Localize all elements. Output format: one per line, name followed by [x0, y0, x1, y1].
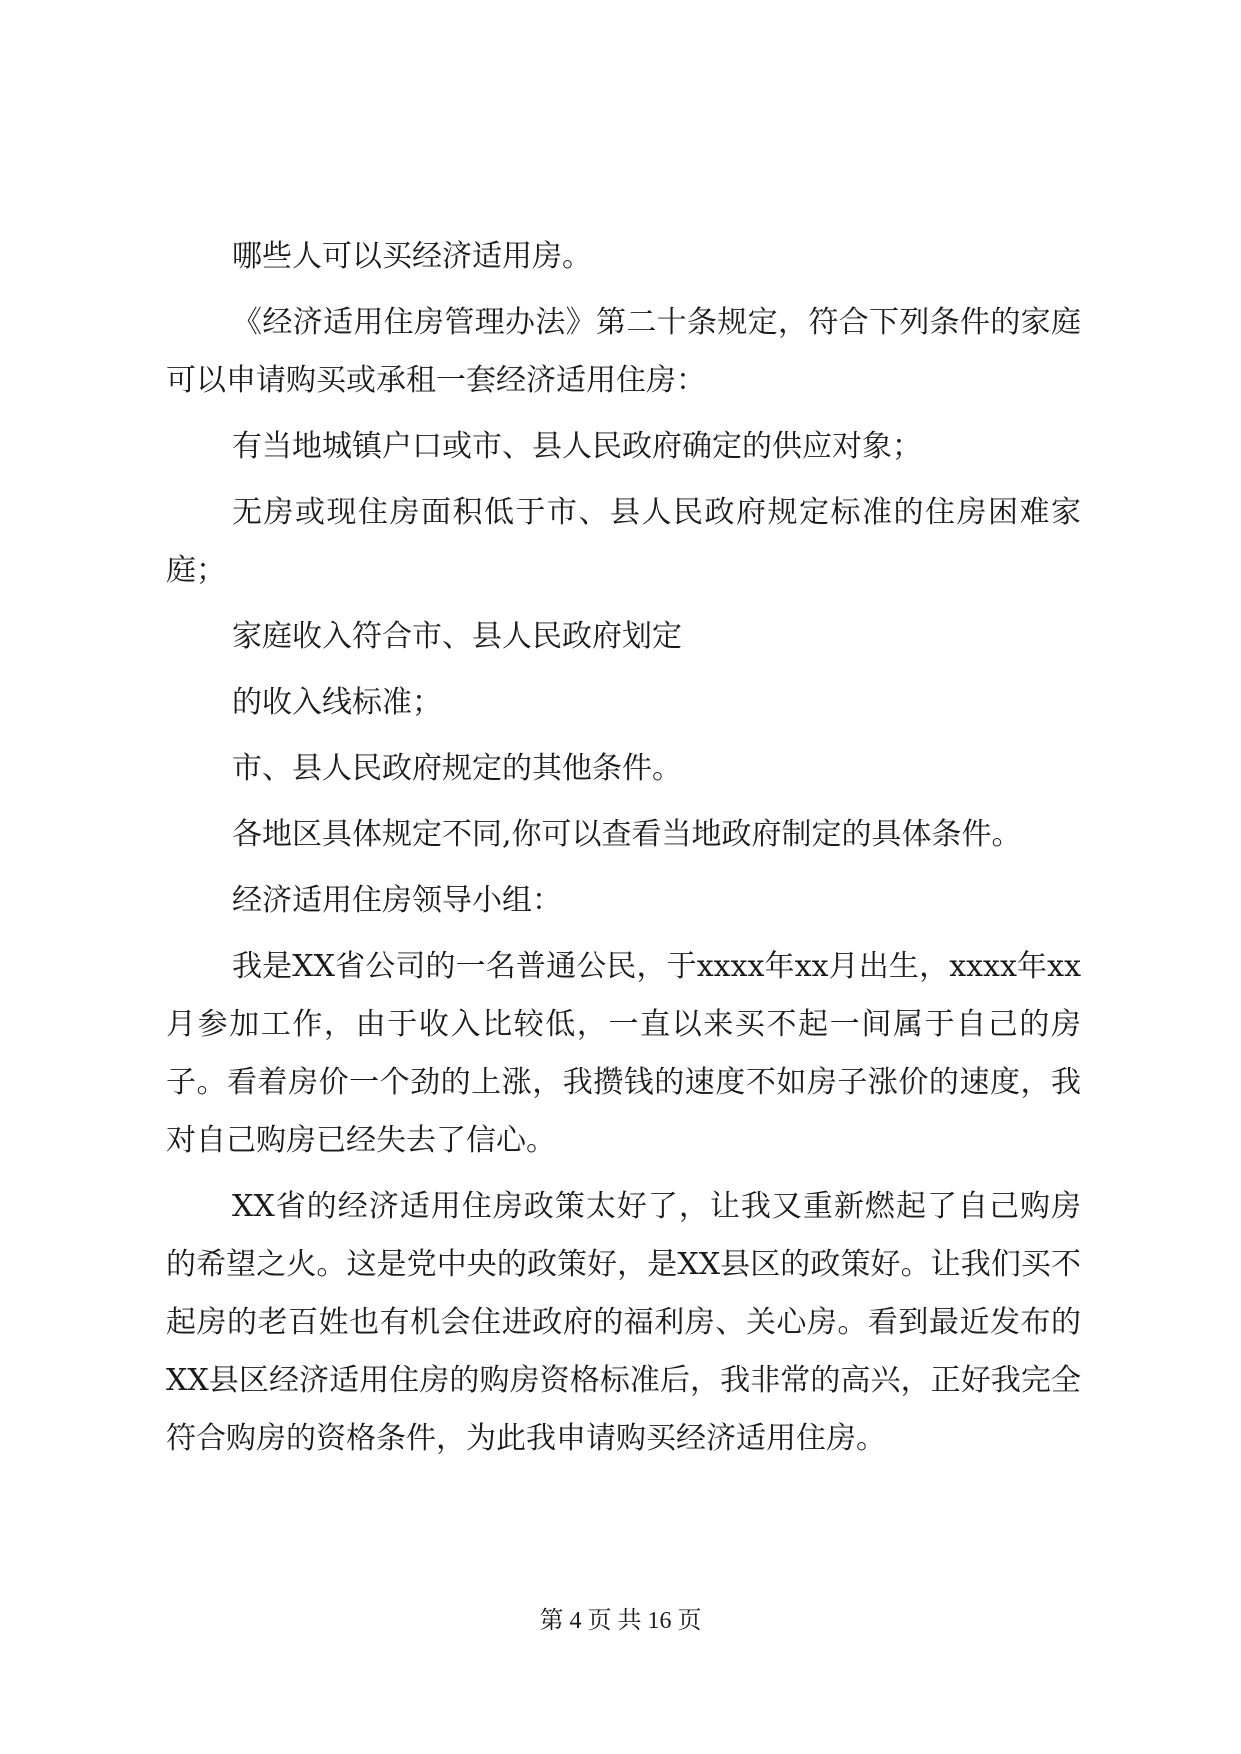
- paragraph-heading-question: 哪些人可以买经济适用房。: [232, 239, 592, 274]
- paragraph-letter-body-2: XX省的经济适用住房政策太好了，让我又重新燃起了自己购房的希望之火。这是党中央的政策好，是XX县区的政策好。让我们买不起房的老百姓也有机会住进政府的福利房、关心房。看到最近发布的XX县区经济适用住房的购房资格标准后，我非常的高兴，正好我完全符合购房的资格条件，为此我申请购买经济适用住房。: [166, 1189, 1081, 1456]
- paragraph-condition-3b: 的收入线标准；: [232, 685, 442, 720]
- paragraph-condition-2: 无房或现住房面积低于市、县人民政府规定标准的住房困难家庭；: [166, 495, 1081, 588]
- page-number-footer: 第 4 页 共 16 页: [539, 1608, 702, 1634]
- paragraph-regional-note: 各地区具体规定不同,你可以查看当地政府制定的具体条件。: [232, 817, 1022, 852]
- document-body: [166, 228, 1081, 1476]
- paragraph-condition-3a: 家庭收入符合市、县人民政府划定: [232, 619, 682, 654]
- paragraph-letter-salutation: 经济适用住房领导小组：: [232, 883, 562, 918]
- paragraph-letter-body-1: 我是XX省公司的一名普通公民，于xxxx年xx月出生，xxxx年xx月参加工作，由于收入比较低，一直以来买不起一间属于自己的房子。看着房价一个劲的上涨，我攒钱的速度不如房子涨价的速度，我对自己购房已经失去了信心。: [166, 949, 1081, 1158]
- paragraph-regulation-intro: 《经济适用住房管理办法》第二十条规定，符合下列条件的家庭可以申请购买或承租一套经济适用住房：: [166, 305, 1081, 398]
- paragraph-condition-4: 市、县人民政府规定的其他条件。: [232, 751, 682, 786]
- paragraph-condition-1: 有当地城镇户口或市、县人民政府确定的供应对象；: [232, 429, 922, 464]
